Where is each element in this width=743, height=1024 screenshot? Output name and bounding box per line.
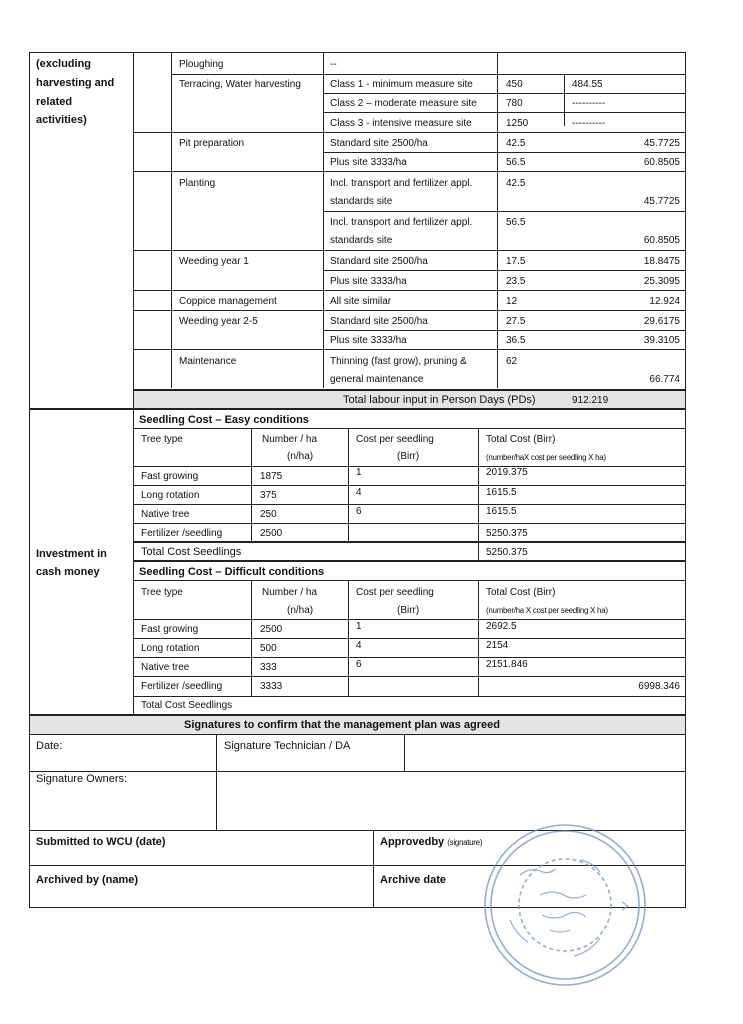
value-class-1: 484.55 [572, 79, 603, 90]
difficult-header-number-l2: (n/ha) [287, 605, 314, 616]
technician-label: Signature Technician / DA [224, 740, 351, 752]
difficult-total-label: Total Cost Seedlings [141, 700, 233, 711]
difficult-type-0: Fast growing [141, 624, 199, 635]
approved-label: Approvedby (signature) [380, 836, 483, 848]
difficult-cost-2: 6 [356, 659, 362, 670]
archived-by-label: Archived by (name) [36, 874, 139, 886]
easy-type-3: Fertilizer /seedling [141, 528, 223, 539]
site-weeding25-plus: Plus site 3333/ha [330, 335, 407, 346]
easy-total-0: 2019.375 [486, 467, 528, 478]
easy-header-total-l1: Total Cost (Birr) [486, 434, 556, 445]
difficult-header-cost-l2: (Birr) [397, 605, 420, 616]
pd-pit-plus: 56.5 [506, 157, 526, 168]
difficult-number-2: 333 [260, 662, 277, 673]
difficult-total-3: 6998.346 [638, 681, 680, 692]
pd-class-3: 1250 [506, 118, 529, 129]
investment-label-2: cash money [36, 566, 100, 578]
easy-total-3: 5250.375 [486, 528, 528, 539]
difficult-number-3: 3333 [260, 681, 283, 692]
easy-header-total-l2: (number/haX cost per seedling X ha) [486, 453, 606, 462]
official-seal-stamp-icon [480, 820, 650, 990]
easy-total-1: 1615.5 [486, 487, 517, 498]
easy-cost-2: 6 [356, 506, 362, 517]
easy-header-type: Tree type [141, 434, 183, 445]
owners-label: Signature Owners: [36, 773, 128, 785]
archive-date-label: Archive date [380, 874, 447, 886]
easy-header-number-l2: (n/ha) [287, 451, 314, 462]
pd-planting-plus: 56.5 [506, 217, 526, 228]
difficult-cost-0: 1 [356, 621, 362, 632]
pd-weeding1-plus: 23.5 [506, 276, 526, 287]
difficult-header-type: Tree type [141, 587, 183, 598]
easy-header-cost-l1: Cost per seedling [356, 434, 434, 445]
activity-terracing: Terracing, Water harvesting [179, 79, 301, 90]
easy-number-1: 375 [260, 490, 277, 501]
site-coppice: All site similar [330, 296, 392, 307]
investment-label-1: Investment in [36, 548, 107, 560]
easy-type-2: Native tree [141, 509, 190, 520]
easy-total-label: Total Cost Seedlings [141, 546, 242, 558]
value-weeding1-plus: 25.3095 [643, 276, 680, 287]
site-planting-standard-l1: Incl. transport and fertilizer appl. [330, 178, 473, 189]
easy-number-2: 250 [260, 509, 277, 520]
total-labour-label: Total labour input in Person Days (PDs) [343, 394, 536, 406]
easy-cost-0: 1 [356, 467, 362, 478]
activity-weeding-year-1: Weeding year 1 [179, 256, 249, 267]
easy-type-1: Long rotation [141, 490, 200, 501]
activity-maintenance: Maintenance [179, 356, 237, 367]
value-pit-plus: 60.8505 [643, 157, 680, 168]
value-pit-standard: 45.7725 [643, 138, 680, 149]
value-planting-standard: 45.7725 [643, 196, 680, 207]
difficult-header-number-l1: Number / ha [262, 587, 318, 598]
activity-pit-preparation: Pit preparation [179, 138, 245, 149]
site-class-2: Class 2 – moderate measure site [330, 98, 477, 109]
pd-pit-standard: 42.5 [506, 138, 526, 149]
difficult-type-3: Fertilizer /seedling [141, 681, 223, 692]
difficult-cost-1: 4 [356, 640, 362, 651]
difficult-total-0: 2692.5 [486, 621, 517, 632]
value-class-3: ---------- [572, 118, 606, 129]
site-maintenance-l2: general maintenance [330, 374, 424, 385]
value-weeding25-plus: 39.3105 [643, 335, 680, 346]
difficult-total-1: 2154 [486, 640, 509, 651]
value-coppice: 12.924 [649, 296, 680, 307]
difficult-header-total-l2: (number/ha X cost per seedling X ha) [486, 606, 608, 615]
site-weeding1-standard: Standard site 2500/ha [330, 256, 428, 267]
difficult-title: Seedling Cost – Difficult conditions [139, 566, 325, 578]
signatures-title: Signatures to confirm that the management plan was agreed [184, 719, 501, 731]
site-ploughing: -- [330, 59, 337, 70]
value-class-2: ---------- [572, 98, 606, 109]
activity-weeding-2-5: Weeding year 2-5 [179, 316, 258, 327]
site-weeding1-plus: Plus site 3333/ha [330, 276, 407, 287]
site-planting-plus-l1: Incl. transport and fertilizer appl. [330, 217, 473, 228]
site-pit-standard: Standard site 2500/ha [330, 138, 428, 149]
date-label: Date: [36, 740, 63, 752]
difficult-header-cost-l1: Cost per seedling [356, 587, 434, 598]
activity-ploughing: Ploughing [179, 59, 224, 70]
easy-number-3: 2500 [260, 528, 283, 539]
pd-class-1: 450 [506, 79, 523, 90]
pd-weeding25-plus: 36.5 [506, 335, 526, 346]
site-planting-plus-l2: standards site [330, 235, 393, 246]
site-planting-standard-l2: standards site [330, 196, 393, 207]
value-weeding25-standard: 29.6175 [643, 316, 680, 327]
easy-number-0: 1875 [260, 471, 283, 482]
difficult-total-2: 2151.846 [486, 659, 528, 670]
pd-weeding1-standard: 17.5 [506, 256, 526, 267]
easy-title: Seedling Cost – Easy conditions [139, 414, 309, 426]
easy-total-value: 5250.375 [486, 547, 528, 558]
activity-coppice: Coppice management [179, 296, 277, 307]
submitted-label: Submitted to WCU (date) [36, 836, 166, 848]
easy-total-2: 1615.5 [486, 506, 517, 517]
total-labour-value: 912.219 [572, 395, 609, 406]
pd-class-2: 780 [506, 98, 523, 109]
difficult-header-total-l1: Total Cost (Birr) [486, 587, 556, 598]
value-maintenance: 66.774 [649, 374, 680, 385]
site-pit-plus: Plus site 3333/ha [330, 157, 407, 168]
site-maintenance-l1: Thinning (fast grow), pruning & [330, 356, 467, 367]
pd-maintenance: 62 [506, 356, 518, 367]
easy-type-0: Fast growing [141, 471, 199, 482]
site-weeding25-standard: Standard site 2500/ha [330, 316, 428, 327]
difficult-number-1: 500 [260, 643, 277, 654]
labour-left-label-2: harvesting and [36, 77, 115, 89]
easy-header-number-l1: Number / ha [262, 434, 318, 445]
pd-planting-standard: 42.5 [506, 178, 526, 189]
easy-cost-1: 4 [356, 487, 362, 498]
difficult-type-2: Native tree [141, 662, 190, 673]
site-class-3: Class 3 - intensive measure site [330, 118, 472, 129]
value-weeding1-standard: 18.8475 [643, 256, 680, 267]
difficult-type-1: Long rotation [141, 643, 200, 654]
difficult-number-0: 2500 [260, 624, 283, 635]
labour-left-label-1: (excluding [36, 58, 92, 70]
labour-left-label-3: related [36, 96, 73, 108]
activity-planting: Planting [179, 178, 216, 189]
value-planting-plus: 60.8505 [643, 235, 680, 246]
pd-weeding25-standard: 27.5 [506, 316, 526, 327]
pd-coppice: 12 [506, 296, 518, 307]
easy-header-cost-l2: (Birr) [397, 451, 420, 462]
labour-left-label-4: activities) [36, 114, 87, 126]
site-class-1: Class 1 - minimum measure site [330, 79, 473, 90]
